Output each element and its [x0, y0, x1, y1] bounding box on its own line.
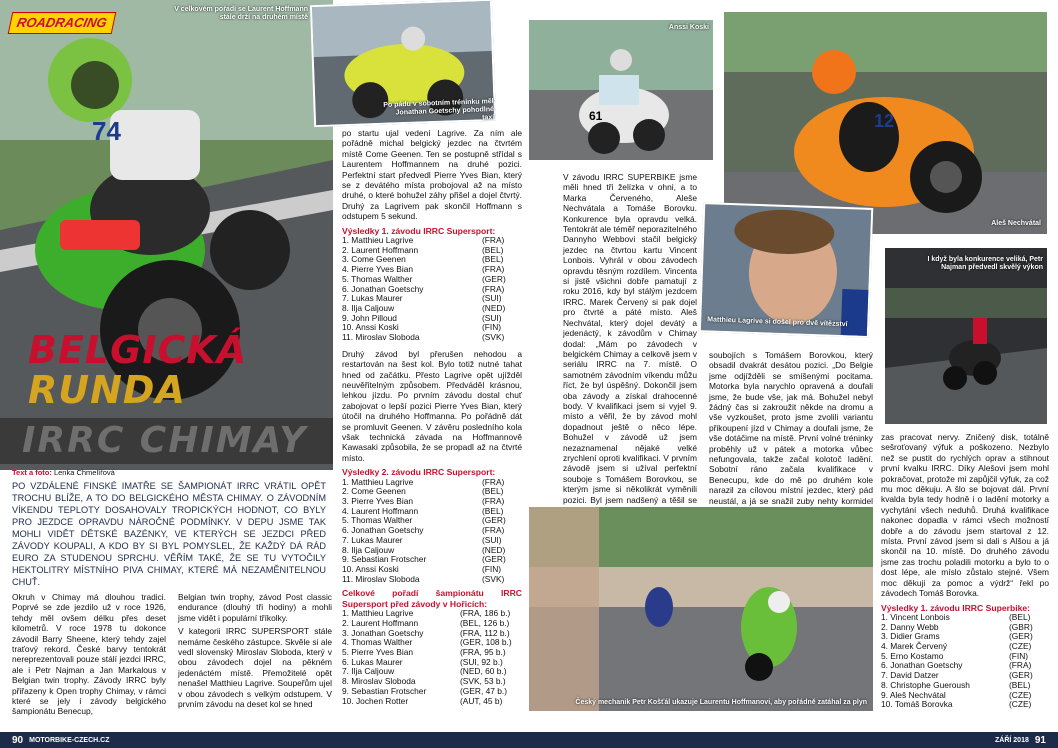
- credit-label: Text a foto:: [12, 468, 52, 477]
- result-rider: 7. Lukas Maurer: [342, 293, 403, 304]
- result-rider: 7. David Datzer: [881, 670, 939, 681]
- result-country: (FRA): [482, 235, 505, 246]
- result-rider: 10. Jochen Rotter: [342, 695, 409, 706]
- body-col-d-text: V závodu IRRC SUPERBIKE jsme měli hned tři želízka v ohni, a to Marka Červeného, Aleše Nechvátala a Tomáše Borovku. Konkurence byla opravdu velká. Tentokrát ale téměř neporazitelného Dannyho Webbovi stačil belgický jezdec na čtvrtou kartu Vincent Lonbois. Vyhrál v obou závodech opravdu těsným rozdílem. Vincenta si jistě všichni dobře pamatují z roku 2016, kdy byl stálým jezdcem IRRC. Marek Červený si pak dojel pro čtvrté a páté místo. Aleš Nechvátal, který dojel devátý a jedenáctý, k závodům v Chimay dodal: „Mám po závodech v belgickém Chimay a celkově jsem v seriálu IRRC na 7. místě. O samotném závodním víkendu můžu říct, že byl úspěšný. Dokončil jsem oba závody a získal drahocenné body. V kvalifikaci jsem si vyjel 9. místo a věřil, že by závod mohl dopadnout ještě o něco lépe. Bohužel v závodě už jsem nezaznamenal nějaké velké zrychlení oproti kvalifikaci. V prvním závodě jsem si užíval perfektní souboje s Tomášem Borovkou, se kterým jsme si několikrát vyměnili pozici. Byl jsem nadšený a těšil se: [563, 172, 697, 505]
- photo-mechanic: [529, 507, 873, 711]
- credit-line: [12, 468, 115, 477]
- headline-line-1: BELGICKÁ: [28, 328, 248, 372]
- headline: [28, 330, 328, 410]
- result-rider: 10. Tomáš Borovka: [881, 699, 953, 710]
- result-rider: 5. Thomas Walther: [342, 273, 413, 284]
- result-country: (BEL): [482, 486, 504, 497]
- result-country: (NED): [482, 544, 506, 555]
- result-rider: 8. Ilja Caljouw: [342, 544, 395, 555]
- body-col-c: [342, 128, 522, 706]
- result-country: (GER): [482, 515, 506, 526]
- nechvatal-image: [724, 12, 1047, 234]
- caption-top-photo-2: Po pádu v sobotním tréninku měl Jonathan Goetschy pohodlné taxi: [383, 98, 495, 122]
- results-sup2-list: [342, 478, 522, 585]
- result-country: (FIN): [1009, 650, 1029, 661]
- result-country: (FRA, 186 b.): [460, 608, 511, 619]
- result-country: (FRA): [482, 476, 505, 487]
- svg-text:12: 12: [874, 111, 895, 131]
- result-row: [342, 575, 522, 585]
- result-rider: 2. Laurent Hoffmann: [342, 244, 419, 255]
- result-rider: 4. Laurent Hoffmann: [342, 505, 419, 516]
- result-row: [881, 700, 1049, 710]
- body-col-c-text-2: Druhý závod byl přerušen nehodou a restartován na šest kol. Bylo totiž nutné tahat hned od začátku. Přesto Lagrive opět ujížděl neuvěřitelným způsobem. Předváděl krásnou, lehkou jízdu. Po prvním závodu dostal chuť zabojovat o lepší pozici Pierre Yves Bian, který útočil na druhého Hoffmanna. Po pořádně dát se promluvit Geenen. V závěru posledního kola však technická závada na Hoffmannově Kawasaki způsobila, že se propadl až na čtvrté místo.: [342, 348, 522, 463]
- section-tag: [8, 12, 116, 34]
- results-sup1-list: [342, 236, 522, 343]
- results-sup1-title: Výsledky 1. závodu IRRC Supersport:: [342, 225, 496, 236]
- result-country: (GBR): [1009, 621, 1033, 632]
- results-overall-list: [342, 609, 522, 706]
- mechanic-image: [529, 507, 873, 711]
- result-rider: 1. Matthieu Lagrive: [342, 608, 414, 619]
- photo-najman: [885, 248, 1047, 424]
- issue-month: ZÁŘÍ 2018: [995, 736, 1029, 744]
- result-rider: 1. Matthieu Lagrive: [342, 476, 414, 487]
- caption-najman: I když byla konkurence veliká, Petr Najman předvedl skvělý výkon: [927, 256, 1043, 272]
- result-country: (GER, 108 b.): [460, 637, 512, 648]
- result-rider: 7. Lukas Maurer: [342, 534, 403, 545]
- result-country: (FRA): [482, 525, 505, 536]
- results-sbk1-title: Výsledky 1. závodu IRRC Superbike:: [881, 602, 1031, 613]
- result-country: (GER): [482, 273, 506, 284]
- result-rider: 10. Anssi Koski: [342, 322, 399, 333]
- result-country: (CZE): [1009, 689, 1032, 700]
- section-tag-label: ROADRACING: [15, 15, 109, 30]
- svg-text:74: 74: [92, 116, 121, 146]
- page-number-right: 91: [1034, 734, 1046, 746]
- result-rider: 4. Thomas Walther: [342, 637, 413, 648]
- result-rider: 6. Jonathan Goetschy: [342, 525, 424, 536]
- result-country: (FRA): [482, 496, 505, 507]
- headline-line-3: IRRC CHIMAY: [22, 420, 308, 461]
- body-col-b-text-2: V kategorii IRRC SUPERSPORT stále nemáme českého zástupce. Skvěle si ale vedl slovenský Miroslav Sloboda, který v obou závodech dojel na pěkném jedenáctém místě. Přemožitelé opět nenašel Matthieu Lagrive. Soupeřům ujel v obou závodech s velkým odstupem. V prvním závodu na deset kol se hned: [178, 626, 332, 710]
- photo-lagrive: [699, 202, 873, 338]
- result-rider: 2. Danny Webb: [881, 621, 939, 632]
- results-overall-title: Celkové pořadí šampionátu IRRC Supersport před závody v Hořicích:: [342, 588, 522, 609]
- result-rider: 9. Aleš Nechvátal: [881, 689, 946, 700]
- result-rider: 6. Jonathan Goetschy: [342, 283, 424, 294]
- result-rider: 8. Ilja Caljouw: [342, 302, 395, 313]
- result-rider: 6. Jonathan Goetschy: [881, 660, 963, 671]
- body-col-e: [709, 350, 873, 517]
- headline-line-2: RUNDA: [28, 368, 186, 412]
- result-rider: 11. Miroslav Sloboda: [342, 573, 420, 584]
- photo-nechvatal: [724, 12, 1047, 234]
- result-country: (SVK): [482, 332, 505, 343]
- najman-image: [885, 248, 1047, 424]
- result-country: (SVK, 53 b.): [460, 676, 506, 687]
- result-rider: 3. Come Geenen: [342, 254, 406, 265]
- caption-lagrive: Matthieu Lagrive si došel pro dvě vítězství: [707, 316, 848, 329]
- result-country: (FRA): [482, 283, 505, 294]
- result-country: (SUI): [482, 293, 502, 304]
- result-rider: 4. Marek Červený: [881, 641, 948, 652]
- result-rider: 5. Thomas Walther: [342, 515, 413, 526]
- result-country: (BEL): [482, 244, 504, 255]
- photo-koski: [529, 20, 713, 160]
- body-col-b-text-1: Belgian twin trophy, závod Post classic endurance (dlouhý tři hodiny) a mohli jsme vidět i populární tříkolky.: [178, 592, 332, 623]
- result-rider: 9. Sebastian Frotscher: [342, 554, 427, 565]
- result-rider: 3. Didier Grams: [881, 631, 940, 642]
- result-rider: 6. Lukas Maurer: [342, 656, 403, 667]
- results-sbk1-list: [881, 613, 1049, 710]
- result-rider: 2. Laurent Hoffmann: [342, 617, 419, 628]
- result-rider: 1. Matthieu Lagrive: [342, 235, 414, 246]
- result-rider: 8. Christophe Gueroush: [881, 679, 970, 690]
- caption-top-photo-1: V celkovém pořadí se Laurent Hoffmann stále drží na druhém místě: [174, 6, 308, 22]
- result-rider: 2. Come Geenen: [342, 486, 406, 497]
- caption-nechvatal: Aleš Nechvátal: [991, 219, 1041, 227]
- result-country: (SUI): [482, 312, 502, 323]
- result-country: (AUT, 45 b): [460, 695, 503, 706]
- result-country: (GER, 47 b.): [460, 685, 508, 696]
- result-rider: 9. John Pilloud: [342, 312, 397, 323]
- result-country: (FRA): [482, 264, 505, 275]
- result-country: (GER): [482, 554, 506, 565]
- result-country: (FRA): [1009, 660, 1032, 671]
- result-rider: 4. Pierre Yves Bian: [342, 264, 414, 275]
- result-row: [342, 333, 522, 343]
- koski-image: [529, 20, 713, 160]
- result-country: (BEL): [482, 505, 504, 516]
- result-rider: 10. Anssi Koski: [342, 564, 399, 574]
- body-col-f: [881, 432, 1049, 710]
- caption-koski: Anssi Koski: [668, 24, 709, 31]
- result-rider: 9. Sebastian Frotscher: [342, 685, 427, 696]
- body-col-f-text: zas pracovat nervy. Zničený disk, totálně sešroťovaný výfuk a poškozeno. Nezbylo než se pustit do rychlých oprav a stihnout první kvalku IRRC. Díky Alešovi jsem mohl pokračovat, protože mi zapůjčil výfuk, za což mu moc děkuju. A šlo se bojovat dál. První kvalda byla tedy hodně i o ladění motorky a vychytání všech neduhů. Druhá kvalifikace nakonec dopadla v rámci všech možností dobře a do závodu jsem startoval z 12. místa. První závod jsem si dali s Alšou a já skončil na 10. místě. Do druhého závodu jsme zas trochu poladili motorku a bylo to o dost lépe, ale míslo zůstalo stejné. Všem moc děkuji za pomoc a výdrž“ řekl po závodech Tomáš Borovka.: [881, 432, 1049, 599]
- footer-right: [529, 732, 1058, 748]
- result-country: (GER): [1009, 670, 1033, 681]
- result-country: (NED): [482, 302, 506, 313]
- footer-left: [0, 732, 529, 748]
- result-country: (FIN): [482, 564, 502, 574]
- body-col-b: [178, 592, 332, 709]
- credit-author: Lenka Chmelířová: [53, 468, 115, 477]
- result-rider: 1. Vincent Lonbois: [881, 611, 950, 622]
- site-name: MOTORBIKE-CZECH.CZ: [29, 736, 110, 744]
- result-rider: 3. Jonathan Goetschy: [342, 627, 424, 638]
- body-col-a-text: Okruh v Chimay má dlouhou tradici. Poprvé se zde jezdilo už v roce 1926, tehdy měl ovšem délku přes deset kilometrů. V roce 1978 tu dokonce závodil Barry Sheene, který tehdy zajel traťový rekord. České barvy tentokrát nereprezentovali pouze stálí jezdci IRRC, ale i Petr Najman a Jan Markalous v Belgian twin trophy. Závody IRRC byly přiřazeny k Open trophy Chimay, v rámci které se jely i závody belgického šampionátu Benecup,: [12, 592, 166, 717]
- result-country: (BEL, 126 b.): [460, 617, 510, 628]
- page-number-left: 90: [12, 734, 24, 746]
- result-rider: 11. Miroslav Sloboda: [342, 332, 420, 343]
- result-country: (SUI, 92 b.): [460, 656, 503, 667]
- result-country: (GER): [1009, 631, 1033, 642]
- right-page: [529, 0, 1058, 748]
- result-country: (SUI): [482, 534, 502, 545]
- result-country: (FRA, 112 b.): [460, 627, 510, 638]
- result-rider: 5. Erno Kostamo: [881, 650, 944, 661]
- result-country: (NED, 60 b.): [460, 666, 507, 677]
- result-rider: 7. Ilja Caljouw: [342, 666, 395, 677]
- body-col-c-text-1: po startu ujal vedení Lagrive. Za ním ale pořádně michal belgický jezdec na čtvrtém místě Come Geenen. Ten se postupně střídal s Laurentem Hoffmannem na druhé pozici. Perfektní start předvedl Pierre Yves Bian, který se z devátého místa probojoval až na místo druhé, o které bohužel záhy přišel a dojel čtvrtý. Druhý za Lagrivem pak skončil Hoffmann s odstupem 5 sekund.: [342, 128, 522, 222]
- svg-text:61: 61: [589, 109, 603, 123]
- results-sup2-title: Výsledky 2. závodu IRRC Supersport:: [342, 467, 496, 478]
- result-rider: 8. Miroslav Sloboda: [342, 676, 416, 687]
- body-col-e-text: soubojích s Tomášem Borovkou, který obsadil dvakrát desátou pozici. „Do Belgie jsme odjížděli se smíšenými pocitama. Motorka byla narychlo opravená a doufali jsme, že bude vše, jak má. Bohužel nebyl žádný čas si zakroužit někde na dromu a vše vyzkoušet, proto jsme zvolili variantu přikoupení jízd v Chimay a doufali jsme, že vše dotáčime na místě. První volné tréninky proběhly už v pátek a motorka vůbec nefungovala, takže začal kolotoč ladění. Sobotní ráno začala kvalifikace v Benecupu, kde do mě po druhém kole narazil za cílovou místní jezdec, který pád neustál, a já se snažil zuby nehty kormidel: [709, 350, 873, 506]
- result-country: (CZE): [1009, 699, 1032, 710]
- headline-line-3-band: [0, 418, 333, 464]
- result-country: (BEL): [1009, 679, 1031, 690]
- result-country: (FRA, 95 b.): [460, 647, 506, 658]
- result-country: (SVK): [482, 573, 505, 584]
- result-rider: 3. Pierre Yves Bian: [342, 496, 414, 507]
- body-col-a: [12, 592, 166, 717]
- result-country: (CZE): [1009, 641, 1032, 652]
- intro-text: PO VZDÁLENÉ FINSKÉ IMATŘE SE ŠAMPIONÁT IRRC VRÁTIL OPĚT TROCHU BLÍŽE, A TO DO BELGICKÉHO MĚSTA CHIMAY. O ZÁVODNÍM VÍKENDU TEPLOTY DOSAHOVALY TROPICKÝCH HODNOT, CO BYLY PRO JEZDCE OPRAVDU NÁROČNÉ PODMÍNKY. V DEPU JSME TAK MOHLI VIDĚT DĚTSKÉ BAZÉNKY, VE KTERÝCH SE JEZDCI PŘED ZÁVODY KOUPALI, A KDO BY SI BYL POMYSLEL, ŽE KAŽDÝ DÁ RÁD EURO ZA STUDENOU SPRCHU. VĚŘÍM TAKÉ, ŽE SE TU VYTOČILY HEKTOLITRY MÍSTNÍHO PIVA CHIMAY, KTERÉ MÁ NEZAMĚNITELNOU CHUŤ.: [12, 481, 326, 587]
- result-country: (FIN): [482, 322, 502, 333]
- result-country: (BEL): [482, 254, 504, 265]
- caption-mechanic: Český mechanik Petr Košťál ukazuje Laurentu Hoffmanovi, aby pořádně zatáhal za plyn: [575, 698, 867, 706]
- result-row: [342, 697, 522, 707]
- result-country: (BEL): [1009, 611, 1031, 622]
- result-rider: 5. Pierre Yves Bian: [342, 647, 414, 658]
